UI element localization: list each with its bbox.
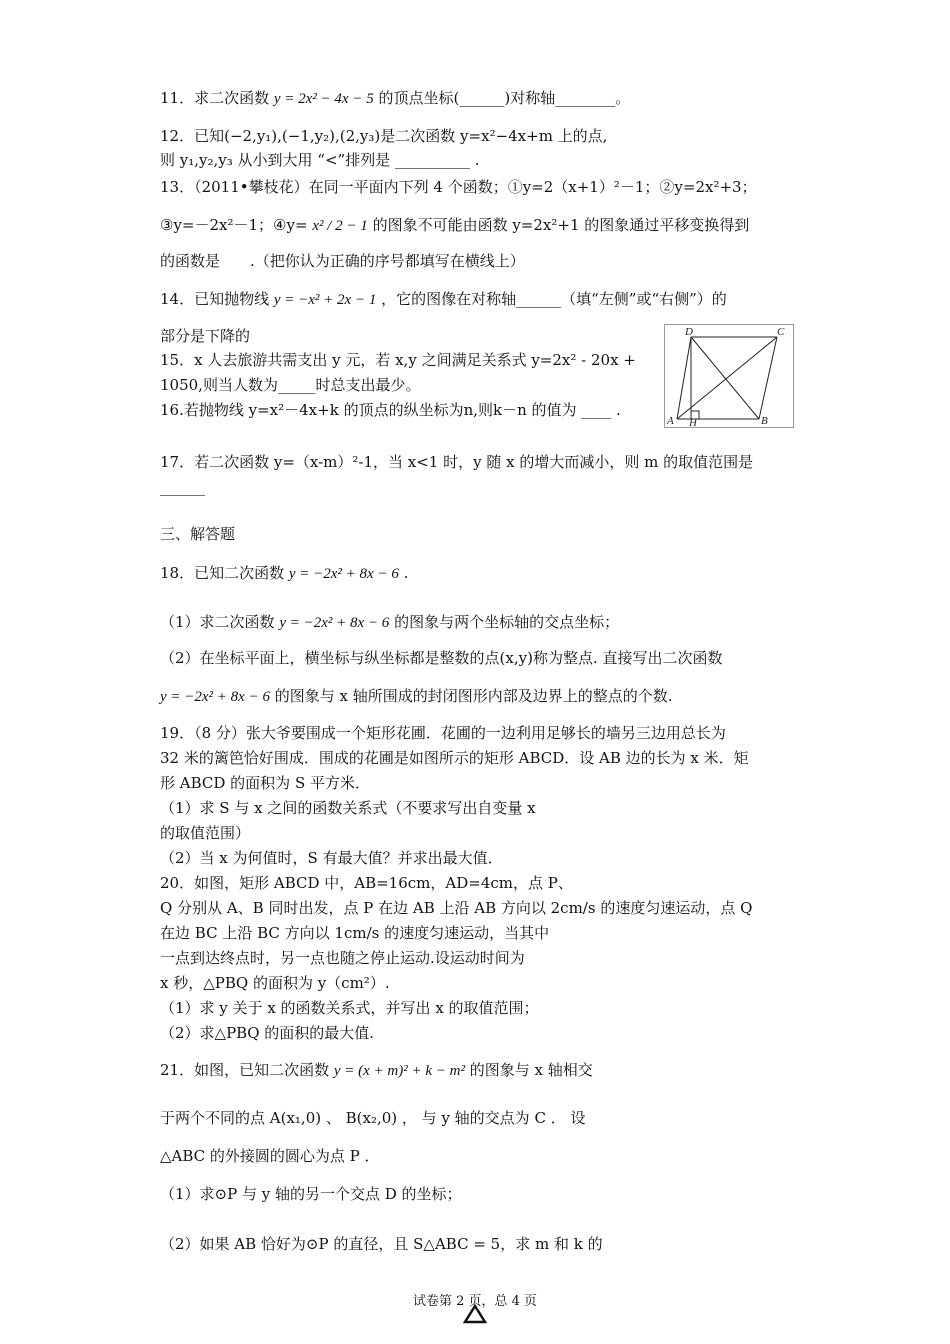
label-d: D bbox=[685, 326, 693, 338]
q13-expr: x² / 2 − 1 bbox=[312, 218, 368, 234]
q11-text-b: 的顶点坐标(______)对称轴________。 bbox=[378, 89, 631, 107]
q13-line2 bbox=[160, 215, 749, 236]
q20-line7: （2）求△PBQ 的面积的最大值. bbox=[160, 1024, 375, 1042]
q14-line2: 部分是下降的 bbox=[160, 327, 251, 345]
q11-expr: y = 2x² − 4x − 5 bbox=[273, 91, 374, 107]
q18-title-a: 18．已知二次函数 bbox=[160, 564, 285, 582]
q18-part2b bbox=[160, 686, 673, 707]
q16-line1: 16.若抛物线 y=x²－4x+k 的顶点的纵坐标为n,则k－n 的值为 ____ . bbox=[160, 401, 621, 419]
q18-part2: （2）在坐标平面上，横坐标与纵坐标都是整数的点(x,y)称为整点. 直接写出二次函数 bbox=[160, 649, 723, 667]
q18-title-b: . bbox=[403, 564, 409, 582]
q21-expr: y = (x + m)² + k − m² bbox=[333, 1063, 465, 1079]
label-a: A bbox=[667, 415, 674, 427]
q19-line6: （2）当 x 为何值时，S 有最大值？并求出最大值． bbox=[160, 849, 503, 867]
q14-line1 bbox=[160, 289, 727, 310]
q13-line3: 的函数是 .（把你认为正确的序号都填写在横线上） bbox=[160, 252, 525, 270]
q18-p1-expr: y = −2x² + 8x − 6 bbox=[279, 615, 390, 631]
q17-line1: 17．若二次函数 y=（x-m）²-1，当 x<1 时，y 随 x 的增大而减小，则 m 的取值范围是 bbox=[160, 453, 754, 471]
q20-line3: 在边 BC 上沿 BC 方向以 1cm/s 的速度匀速运动，当其中 bbox=[160, 924, 550, 942]
triangle-icon bbox=[463, 1304, 487, 1324]
q19-line3: 形 ABCD 的面积为 S 平方米． bbox=[160, 774, 370, 792]
q19-line4: （1）求 S 与 x 之间的函数关系式（不要求写出自变量 x bbox=[160, 799, 536, 817]
q14-expr: y = −x² + 2x − 1 bbox=[273, 292, 377, 308]
q17-line2: ______ bbox=[160, 478, 205, 496]
q20-line6: （1）求 y 关于 x 的函数关系式，并写出 x 的取值范围； bbox=[160, 999, 539, 1017]
q21-line2: 于两个不同的点 A(x₁,0) 、 B(x₂,0) ， 与 y 轴的交点为 C ． 设 bbox=[160, 1109, 586, 1127]
q15-line2: 1050,则当人数为_____时总支出最少。 bbox=[160, 376, 421, 394]
page-footer: 试卷第 2 页，总 4 页 bbox=[412, 1294, 538, 1309]
q11-text-a: 11．求二次函数 bbox=[160, 89, 270, 107]
q18-p1b: 的图象与两个坐标轴的交点坐标； bbox=[394, 613, 620, 631]
q20-line2: Q 分别从 A、B 同时出发，点 P 在边 AB 上沿 AB 方向以 2cm/s 的速度匀速运动，点 Q bbox=[160, 899, 753, 917]
q15-line1: 15．x 人去旅游共需支出 y 元，若 x,y 之间满足关系式 y=2x² - 20x + bbox=[160, 351, 636, 369]
parallelogram-figure bbox=[664, 324, 794, 428]
q21-line5: （2）如果 AB 恰好为⊙P 的直径，且 S△ABC = 5，求 m 和 k 的 bbox=[160, 1235, 603, 1253]
q18-p1a: （1）求二次函数 bbox=[160, 613, 275, 631]
label-c: C bbox=[777, 326, 785, 338]
q18-part1 bbox=[160, 612, 619, 633]
q14-text-b: ，它的图像在对称轴______（填“左侧”或“右侧”）的 bbox=[381, 290, 727, 308]
diagonal-db bbox=[691, 337, 759, 419]
q20-line1: 20．如图，矩形 ABCD 中，AB=16cm，AD=4cm，点 P、 bbox=[160, 874, 573, 892]
q13-line1: 13．（2011•攀枝花）在同一平面内下列 4 个函数；①y=2（x+1）²－1；②y=2x²+3； bbox=[160, 178, 757, 196]
edge-ad bbox=[677, 337, 691, 419]
q12-line2: 则 y₁,y₂,y₃ 从小到大用 “<”排列是 __________ . bbox=[160, 151, 480, 169]
q21-line1 bbox=[160, 1060, 593, 1081]
q21-line1a: 21．如图，已知二次函数 bbox=[160, 1061, 330, 1079]
label-h: H bbox=[689, 417, 697, 428]
q21-line3: △ABC 的外接圆的圆心为点 P ． bbox=[160, 1147, 380, 1165]
q21-line4: （1）求⊙P 与 y 轴的另一个交点 D 的坐标； bbox=[160, 1185, 462, 1203]
q12-line1: 12．已知(−2,y₁),(−1,y₂),(2,y₃)是二次函数 y=x²−4x+m 上的点, bbox=[160, 127, 608, 145]
q20-line4: 一点到达终点时，另一点也随之停止运动.设运动时间为 bbox=[160, 949, 525, 967]
section-heading: 三、解答题 bbox=[160, 525, 236, 543]
q19-line1: 19．（8 分）张大爷要围成一个矩形花圃．花圃的一边利用足够长的墙另三边用总长为 bbox=[160, 724, 726, 742]
q18-p2-expr: y = −2x² + 8x − 6 bbox=[160, 689, 270, 705]
q18-title bbox=[160, 563, 408, 584]
q13-line2b: 的图象不可能由函数 y=2x²+1 的图象通过平移变换得到 bbox=[372, 216, 750, 234]
q18-p2b: 的图象与 x 轴所围成的封闭图形内部及边界上的整点的个数. bbox=[274, 687, 673, 705]
label-b: B bbox=[761, 415, 768, 427]
q11-line bbox=[160, 88, 630, 109]
q20-line5: x 秒，△PBQ 的面积为 y（cm²）. bbox=[160, 974, 390, 992]
q19-line5: 的取值范围） bbox=[160, 824, 251, 842]
q18-expr: y = −2x² + 8x − 6 bbox=[288, 566, 399, 582]
q19-line2: 32 米的篱笆恰好围成．围成的花圃是如图所示的矩形 ABCD．设 AB 边的长为 x 米．矩 bbox=[160, 749, 749, 767]
q14-text-a: 14．已知抛物线 bbox=[160, 290, 270, 308]
q13-line2a: ③y=－2x²－1；④y= bbox=[160, 216, 308, 234]
q21-line1b: 的图象与 x 轴相交 bbox=[469, 1061, 593, 1079]
